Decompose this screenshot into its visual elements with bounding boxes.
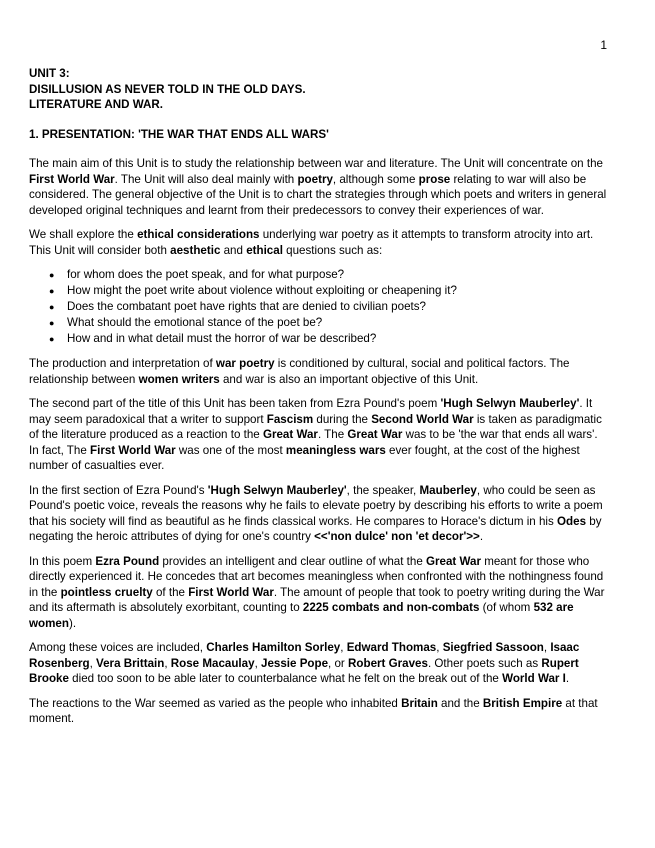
paragraph-mauberley: In the first section of Ezra Pound's 'Hugh Selwyn Mauberley', the speaker, Mauberley, who could be seen as Pound's poetic voice, reveals the reasons why he fails to elevate poetry by describing his efforts to write a poem that his society will find as beautiful as he finds classical works. He compares to Horace's dictum in his Odes by negating the heroic attributes of dying for one's country <<'non dulce' non 'et decor'>>. [29,483,603,543]
list-item: ● Does the combatant poet have rights that are denied to civilian poets? [29,299,609,315]
list-item: ● How might the poet write about violence without exploiting or cheapening it? [29,283,609,299]
paragraph-pound: In this poem Ezra Pound provides an intelligent and clear outline of what the Great War meant for those who directly experienced it. He concedes that art becomes meaningless when confronted with the nothingness found in the pointless cruelty of the First World War. The amount of people that took to poetry writing during the War and its aftermath is absolutely exorbitant, counting to 2225 combats and non-combats (of whom 532 are women). [29,554,605,630]
section-title: 1. PRESENTATION: 'THE WAR THAT ENDS ALL WARS' [29,127,329,141]
paragraph-intro: The main aim of this Unit is to study the relationship between war and literature. The Unit will concentrate on the First World War. The Unit will also deal mainly with poetry, although some prose relating to war will also be considered. The general objective of the Unit is to chart the strategies through which poets and writers in general developed original techniques and learnt from their predecessors to convey their experiences of war. [29,157,607,217]
page-number: 1 [600,38,607,52]
list-item: ● What should the emotional stance of the poet be? [29,315,609,331]
questions-list [29,267,609,347]
paragraph-title-origin: The second part of the title of this Unit has been taken from Ezra Pound's poem 'Hugh Selwyn Mauberley'. It may seem paradoxical that a writer to support Fascism during the Second World War is taken as paradigmatic of the literature produced as a reaction to the Great War. The Great War was to be 'the war that ends all wars'. In fact, The First World War was one of the most meaningless wars ever fought, at the cost of the highest number of casualties ever. [29,397,602,472]
paragraph-production: The production and interpretation of war poetry is conditioned by cultural, social and political factors. The relationship between women writers and war is also an important objective of this Unit. [29,357,570,386]
list-item: ● How and in what detail must the horror of war be described? [29,331,609,347]
unit-title: DISILLUSION AS NEVER TOLD IN THE OLD DAYS. [29,82,306,96]
paragraph-reactions: The reactions to the War seemed as varied as the people who inhabited Britain and the British Empire at that moment. [29,696,598,725]
unit-heading [29,66,609,113]
unit-subtitle: LITERATURE AND WAR. [29,98,163,111]
paragraph-ethics: We shall explore the ethical considerations underlying war poetry as it attempts to transform atrocity into art. This Unit will consider both aesthetic and ethical questions such as: [29,228,594,257]
paragraph-voices: Among these voices are included, Charles Hamilton Sorley, Edward Thomas, Siegfried Sassoon, Isaac Rosenberg, Vera Brittain, Rose Macaulay, Jessie Pope, or Robert Graves. Other poets such as Rupert Brooke died too soon to be able later to counterbalance what he felt on the break out of the World War I. [29,641,580,685]
unit-label: UNIT 3: [29,67,70,80]
list-item: ● for whom does the poet speak, and for what purpose? [29,267,609,283]
document-body [29,66,609,736]
